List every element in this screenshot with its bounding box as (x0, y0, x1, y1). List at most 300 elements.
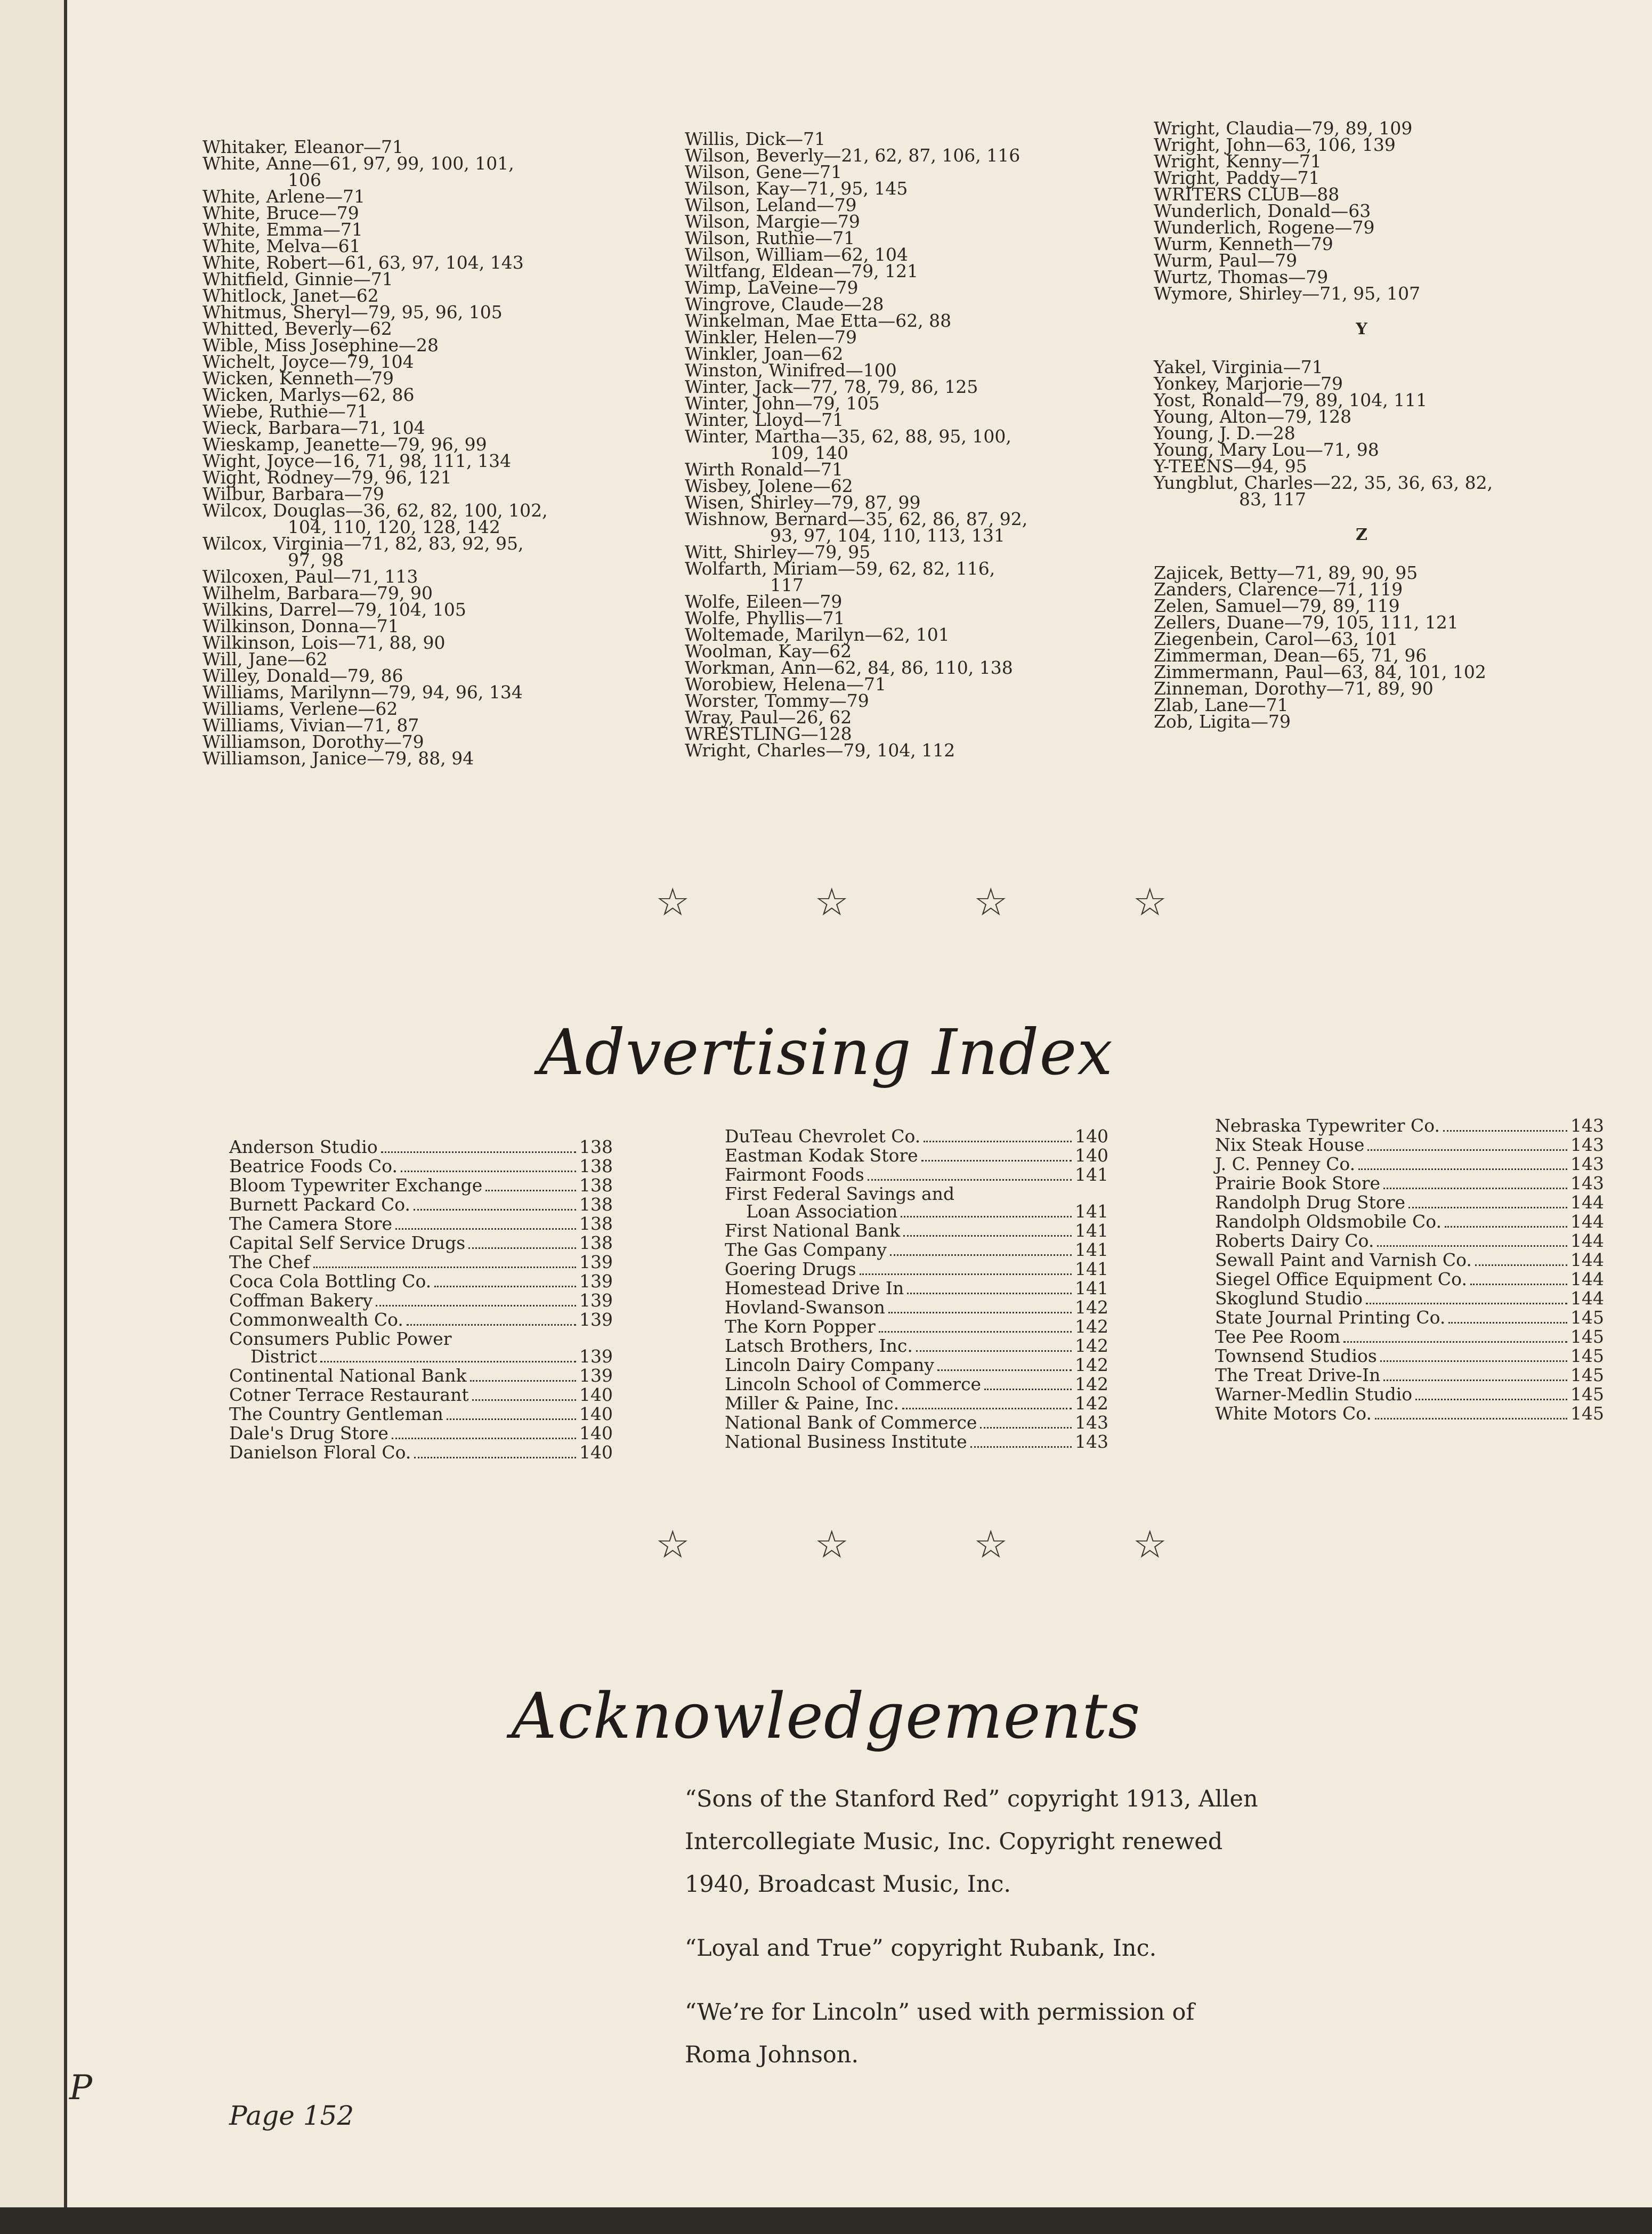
leader-dots (395, 1228, 576, 1230)
leader-dots (980, 1427, 1072, 1429)
index-entry: Wilson, Ruthie—71 (685, 228, 855, 248)
leader-dots (1383, 1188, 1567, 1189)
acknowledgements-text (621, 1778, 1260, 2098)
index-entry: Wicken, Kenneth—79 (203, 368, 394, 389)
index-entry: Zob, Ligita—79 (1154, 711, 1291, 732)
advertiser-name: The Korn Popper (725, 1316, 876, 1337)
index-entry: Wible, Miss Josephine—28 (203, 335, 439, 356)
advertiser-page: 138 (579, 1156, 613, 1176)
star-icon: ☆ (655, 1522, 690, 1567)
advertiser-name: Dale's Drug Store (229, 1423, 388, 1443)
index-entry: Yungblut, Charles—22, 35, 36, 63, 82, (1154, 472, 1493, 493)
index-entry: Wilcoxen, Paul—71, 113 (203, 566, 418, 587)
leader-dots (381, 1151, 576, 1153)
advertiser-page: 141 (1075, 1278, 1108, 1299)
index-entry: Zimmermann, Paul—63, 84, 101, 102 (1154, 662, 1486, 682)
ads-column-3 (1215, 1117, 1604, 1424)
advertiser-name: Homestead Drive In (725, 1278, 904, 1299)
leader-dots (392, 1438, 576, 1439)
index-entry: WRITERS CLUB—88 (1154, 184, 1340, 205)
index-entry: Wirth Ronald—71 (685, 459, 843, 480)
index-entry: Winter, Lloyd—71 (685, 409, 844, 430)
index-entry: WRESTLING—128 (685, 723, 852, 744)
advertiser-page: 143 (1075, 1412, 1108, 1433)
advertiser-entry (229, 1215, 613, 1234)
index-entry: Wilkinson, Lois—71, 88, 90 (203, 632, 446, 653)
leader-dots (879, 1331, 1072, 1333)
index-entry: Wieskamp, Jeanette—79, 96, 99 (203, 434, 487, 455)
advertiser-name: Lincoln Dairy Company (725, 1354, 935, 1375)
leader-dots (472, 1399, 576, 1401)
ack-paragraph (621, 1927, 1260, 1970)
leader-dots (1366, 1303, 1567, 1304)
index-entry: Winkler, Helen—79 (685, 327, 857, 348)
ads-column-1 (229, 1138, 613, 1463)
index-section-y (1154, 357, 1569, 510)
advertiser-page: 140 (579, 1404, 613, 1424)
advertiser-page: 139 (579, 1271, 613, 1292)
leader-dots (921, 1160, 1072, 1162)
index-entry: Wingrove, Claude—28 (685, 294, 884, 314)
advertiser-page: 143 (1570, 1134, 1604, 1155)
advertiser-entry (229, 1176, 613, 1196)
index-entry: Wiebe, Ruthie—71 (203, 401, 368, 422)
index-entry: White, Anne—61, 97, 99, 100, 101, (203, 153, 514, 174)
leader-dots (1377, 1245, 1567, 1247)
advertiser-entry (725, 1356, 1108, 1375)
leader-dots (401, 1171, 576, 1172)
star-icon: ☆ (814, 880, 849, 924)
leader-dots (1380, 1360, 1567, 1362)
advertiser-entry (1215, 1232, 1604, 1251)
binding-edge (0, 0, 67, 2234)
index-entry: White, Bruce—79 (203, 203, 359, 223)
leader-dots (924, 1141, 1072, 1142)
advertiser-page: 145 (1570, 1345, 1604, 1366)
index-entry: Wiltfang, Eldean—79, 121 (685, 261, 919, 281)
advertiser-entry (725, 1299, 1108, 1318)
advertiser-name: Skoglund Studio (1215, 1288, 1363, 1309)
advertiser-name: Prairie Book Store (1215, 1173, 1381, 1193)
advertiser-name: Fairmont Foods (725, 1164, 864, 1185)
star-divider-bottom (655, 1522, 1167, 1567)
index-entry: White, Arlene—71 (203, 186, 365, 207)
advertiser-name: First Federal Savings and (725, 1183, 955, 1204)
leader-dots (1408, 1207, 1567, 1208)
advertiser-entry (229, 1196, 613, 1215)
advertiser-page: 143 (1075, 1431, 1108, 1452)
advertiser-page: 138 (579, 1213, 613, 1234)
advertiser-page: 142 (1075, 1316, 1108, 1337)
star-icon: ☆ (814, 1522, 849, 1567)
advertiser-page: 140 (1075, 1126, 1108, 1147)
index-entry: Zajicek, Betty—71, 89, 90, 95 (1154, 562, 1418, 583)
advertiser-page: 143 (1570, 1115, 1604, 1136)
leader-dots (313, 1267, 576, 1268)
index-entry: Wight, Joyce—16, 71, 98, 111, 134 (203, 450, 512, 471)
advertiser-entry (229, 1405, 613, 1424)
index-column-3 (1154, 120, 1569, 730)
advertiser-entry (1215, 1347, 1604, 1366)
index-entry: Worster, Tommy—79 (685, 690, 869, 711)
advertiser-name: J. C. Penney Co. (1215, 1154, 1356, 1174)
leader-dots (1470, 1284, 1567, 1285)
leader-dots (376, 1305, 576, 1306)
index-entry: Willis, Dick—71 (685, 128, 825, 149)
advertiser-name: The Chef (229, 1252, 310, 1272)
advertiser-entry (1215, 1136, 1604, 1155)
index-entry: Yonkey, Marjorie—79 (1154, 373, 1343, 394)
advertiser-name: State Journal Printing Co. (1215, 1307, 1446, 1328)
index-entry: Wilson, William—62, 104 (685, 244, 908, 265)
ack-paragraph (621, 1991, 1260, 2076)
index-entry: Wilhelm, Barbara—79, 90 (203, 583, 433, 603)
leader-dots (890, 1254, 1072, 1256)
advertiser-page: 141 (1075, 1164, 1108, 1185)
index-section-w (1154, 120, 1569, 302)
advertiser-entry (1215, 1309, 1604, 1328)
advertiser-name: Warner-Medlin Studio (1215, 1384, 1413, 1405)
leader-dots (1367, 1149, 1567, 1151)
advertiser-name: Randolph Drug Store (1215, 1192, 1406, 1213)
ack-text: “Loyal and True” copyright Rubank, Inc. (685, 1935, 1157, 1962)
star-icon: ☆ (973, 880, 1008, 924)
advertiser-entry (725, 1279, 1108, 1299)
index-entry: Wurm, Paul—79 (1154, 250, 1298, 271)
ack-paragraph (621, 1778, 1260, 1906)
acknowledgements-title: Acknowledgements (511, 1679, 1141, 1753)
bleed-through-mark: P (69, 2068, 93, 2108)
advertiser-page: 139 (579, 1290, 613, 1311)
advertiser-name: The Treat Drive-In (1215, 1365, 1381, 1385)
advertiser-name: The Country Gentleman (229, 1404, 443, 1424)
star-icon: ☆ (655, 880, 690, 924)
index-section-z (1154, 564, 1569, 730)
index-entry-continuation: 109, 140 (770, 442, 848, 463)
advertiser-name: Nix Steak House (1215, 1134, 1365, 1155)
index-entry: Whitlock, Janet—62 (203, 285, 379, 306)
advertiser-name: Lincoln School of Commerce (725, 1374, 982, 1394)
advertiser-page: 142 (1075, 1297, 1108, 1318)
advertiser-page: 145 (1570, 1326, 1604, 1347)
leader-dots (937, 1369, 1072, 1371)
advertiser-page: 141 (1075, 1259, 1108, 1279)
advertiser-name: The Camera Store (229, 1213, 393, 1234)
index-column-1 (203, 136, 548, 769)
advertiser-entry (725, 1147, 1108, 1166)
index-entry: Williams, Marilynn—79, 94, 96, 134 (203, 682, 523, 703)
index-entry-continuation: 106 (288, 170, 321, 190)
leader-dots (860, 1273, 1072, 1275)
index-entry: Winter, Martha—35, 62, 88, 95, 100, (685, 426, 1011, 447)
index-entry: Wunderlich, Rogene—79 (1154, 217, 1375, 238)
leader-dots (901, 1216, 1072, 1217)
index-entry: Wright, John—63, 106, 139 (1154, 134, 1396, 155)
index-entry: Zanders, Clarence—71, 119 (1154, 579, 1403, 600)
index-entry: Wilcox, Douglas—36, 62, 82, 100, 102, (203, 500, 548, 521)
advertiser-name: Burnett Packard Co. (229, 1194, 411, 1215)
advertiser-entry (725, 1414, 1108, 1433)
index-entry: Zinneman, Dorothy—71, 89, 90 (1154, 678, 1434, 699)
leader-dots (1415, 1399, 1567, 1400)
index-entry: Woolman, Kay—62 (685, 641, 852, 662)
leader-dots (320, 1361, 576, 1362)
star-icon: ☆ (1132, 1522, 1167, 1567)
advertiser-entry (229, 1234, 613, 1253)
leader-dots (470, 1380, 576, 1382)
index-entry: Wilson, Gene—71 (685, 162, 843, 182)
leader-dots (407, 1324, 576, 1326)
advertiser-page: 139 (579, 1309, 613, 1330)
index-entry: Wieck, Barbara—71, 104 (203, 417, 425, 438)
index-entry: Winter, John—79, 105 (685, 393, 880, 414)
advertiser-name: Townsend Studios (1215, 1345, 1377, 1366)
advertiser-page: 138 (579, 1136, 613, 1157)
advertiser-name: Randolph Oldsmobile Co. (1215, 1211, 1442, 1232)
ack-text: “We’re for Lincoln” used with permission of Roma Johnson. (685, 1999, 1195, 2068)
leader-dots (1343, 1341, 1567, 1343)
ack-text: “Sons of the Stanford Red” copyright 1913, Allen Intercollegiate Music, Inc. Copyright renewed 1940, Broadcast Music, Inc. (685, 1786, 1258, 1898)
advertiser-entry (725, 1337, 1108, 1356)
advertiser-name: Sewall Paint and Varnish Co. (1215, 1249, 1472, 1270)
index-entry: Williamson, Janice—79, 88, 94 (203, 748, 474, 769)
advertiser-page: 142 (1075, 1374, 1108, 1394)
advertiser-name: Nebraska Typewriter Co. (1215, 1115, 1440, 1136)
advertiser-entry (725, 1127, 1108, 1147)
advertiser-page: 138 (579, 1232, 613, 1253)
advertiser-name: DuTeau Chevrolet Co. (725, 1126, 921, 1147)
advertiser-entry (1215, 1405, 1604, 1424)
index-entry: Wilkins, Darrel—79, 104, 105 (203, 599, 466, 620)
advertiser-name: Siegel Office Equipment Co. (1215, 1269, 1467, 1289)
leader-dots (1383, 1380, 1567, 1381)
advertiser-name-continued: District (250, 1346, 318, 1367)
advertiser-entry (1215, 1117, 1604, 1136)
leader-dots (916, 1350, 1072, 1352)
advertiser-entry (725, 1394, 1108, 1414)
leader-dots (1443, 1130, 1567, 1132)
advertiser-name: Anderson Studio (229, 1136, 378, 1157)
advertiser-name: Latsch Brothers, Inc. (725, 1335, 913, 1356)
index-entry: Williamson, Dorothy—79 (203, 731, 424, 752)
advertiser-entry (229, 1272, 613, 1292)
advertiser-entry (229, 1292, 613, 1311)
index-entry: Workman, Ann—62, 84, 86, 110, 138 (685, 657, 1013, 678)
leader-dots (902, 1408, 1072, 1409)
index-entry: Wilcox, Virginia—71, 82, 83, 92, 95, (203, 533, 524, 554)
leader-dots (970, 1446, 1072, 1448)
leader-dots (447, 1418, 576, 1420)
advertiser-page: 144 (1570, 1269, 1604, 1289)
advertiser-entry (1215, 1213, 1604, 1232)
index-entry: Whitaker, Eleanor—71 (203, 136, 404, 157)
leader-dots (1358, 1168, 1567, 1170)
index-entry: White, Melva—61 (203, 236, 361, 256)
advertiser-page: 144 (1570, 1192, 1604, 1213)
advertiser-name: Miller & Paine, Inc. (725, 1393, 900, 1414)
index-entry-continuation: 83, 117 (1239, 489, 1306, 510)
leader-dots (485, 1190, 576, 1191)
advertiser-entry (725, 1241, 1108, 1260)
advertiser-page: 140 (579, 1384, 613, 1405)
index-entry: Wilbur, Barbara—79 (203, 483, 384, 504)
index-entry: Will, Jane—62 (203, 649, 328, 670)
index-entry: Wicken, Marlys—62, 86 (203, 384, 415, 405)
advertiser-page: 141 (1075, 1201, 1108, 1222)
index-entry: Wurm, Kenneth—79 (1154, 233, 1333, 254)
advertiser-name: Capital Self Service Drugs (229, 1232, 466, 1253)
advertiser-name: The Gas Company (725, 1239, 887, 1260)
index-entry: Wichelt, Joyce—79, 104 (203, 351, 414, 372)
index-column-2 (685, 128, 1028, 761)
advertiser-entry (1215, 1270, 1604, 1289)
advertiser-page: 144 (1570, 1249, 1604, 1270)
index-entry: Wishnow, Bernard—35, 62, 86, 87, 92, (685, 509, 1028, 529)
index-entry: Williams, Vivian—71, 87 (203, 715, 419, 736)
advertiser-entry (229, 1253, 613, 1272)
advertiser-name-continued: Loan Association (746, 1201, 898, 1222)
index-entry: Ziegenbein, Carol—63, 101 (1154, 628, 1398, 649)
advertiser-entry (229, 1443, 613, 1463)
leader-dots (888, 1312, 1072, 1313)
advertiser-page: 145 (1570, 1384, 1604, 1405)
advertiser-name: Beatrice Foods Co. (229, 1156, 398, 1176)
index-entry: Wilkinson, Donna—71 (203, 616, 399, 636)
advertiser-entry (725, 1433, 1108, 1452)
advertiser-entry (229, 1424, 613, 1443)
advertiser-page: 144 (1570, 1230, 1604, 1251)
page-bottom-edge (0, 2207, 1652, 2234)
advertiser-entry (1215, 1385, 1604, 1405)
advertiser-page: 141 (1075, 1220, 1108, 1241)
advertiser-page: 138 (579, 1194, 613, 1215)
index-entry: Wright, Kenny—71 (1154, 151, 1322, 172)
index-entry: Worobiew, Helena—71 (685, 674, 887, 695)
index-entry: Williams, Verlene—62 (203, 698, 398, 719)
index-entry-continuation: 93, 97, 104, 110, 113, 131 (770, 525, 1005, 546)
index-entry: Wymore, Shirley—71, 95, 107 (1154, 283, 1421, 304)
advertiser-name: First National Bank (725, 1220, 901, 1241)
advertiser-name: Coffman Bakery (229, 1290, 373, 1311)
leader-dots (1445, 1226, 1567, 1228)
index-entry: Wimp, LaVeine—79 (685, 277, 859, 298)
advertiser-name: Goering Drugs (725, 1259, 856, 1279)
index-entry: Wolfe, Eileen—79 (685, 591, 843, 612)
advertiser-entry (229, 1138, 613, 1157)
index-entry: Zlab, Lane—71 (1154, 695, 1289, 715)
star-divider-top (655, 880, 1167, 924)
index-entry: Witt, Shirley—79, 95 (685, 542, 871, 562)
index-entry: Woltemade, Marilyn—62, 101 (685, 624, 950, 645)
leader-dots (907, 1293, 1072, 1294)
ads-column-2 (725, 1127, 1108, 1452)
index-entry: Wight, Rodney—79, 96, 121 (203, 467, 452, 488)
leader-dots (1448, 1322, 1567, 1324)
index-entry: Yost, Ronald—79, 89, 104, 111 (1154, 390, 1428, 410)
advertiser-page: 138 (579, 1175, 613, 1196)
advertiser-page: 143 (1570, 1173, 1604, 1193)
advertiser-page: 141 (1075, 1239, 1108, 1260)
advertiser-page: 140 (579, 1423, 613, 1443)
advertiser-page: 145 (1570, 1307, 1604, 1328)
index-entry: Wolfe, Phyllis—71 (685, 608, 845, 628)
advertiser-name: Bloom Typewriter Exchange (229, 1175, 483, 1196)
index-entry: Wray, Paul—26, 62 (685, 707, 852, 728)
advertiser-name: National Bank of Commerce (725, 1412, 977, 1433)
advertiser-name: Hovland-Swanson (725, 1297, 885, 1318)
advertiser-name: Cotner Terrace Restaurant (229, 1384, 469, 1405)
index-entry: Zimmerman, Dean—65, 71, 96 (1154, 645, 1427, 666)
advertiser-entry (229, 1386, 613, 1405)
advertiser-page: 145 (1570, 1403, 1604, 1424)
index-entry: Zelen, Samuel—79, 89, 119 (1154, 595, 1400, 616)
advertiser-name: Coca Cola Bottling Co. (229, 1271, 432, 1292)
advertiser-name: White Motors Co. (1215, 1403, 1372, 1424)
index-entry: Wolfarth, Miriam—59, 62, 82, 116, (685, 558, 995, 579)
advertiser-entry (725, 1185, 1108, 1222)
star-icon: ☆ (973, 1522, 1008, 1567)
advertiser-entry (1215, 1289, 1604, 1309)
advertiser-page: 145 (1570, 1365, 1604, 1385)
advertiser-entry (725, 1318, 1108, 1337)
index-entry: Young, J. D.—28 (1154, 423, 1295, 443)
advertiser-page: 142 (1075, 1335, 1108, 1356)
leader-dots (434, 1286, 576, 1287)
advertiser-entry (1215, 1155, 1604, 1174)
section-letter-z: Z (1356, 526, 1367, 544)
advertiser-name: Consumers Public Power (229, 1328, 452, 1349)
advertiser-entry (229, 1330, 613, 1367)
advertiser-page: 139 (579, 1252, 613, 1272)
index-entry: Winkler, Joan—62 (685, 343, 844, 364)
index-entry: Wright, Claudia—79, 89, 109 (1154, 118, 1413, 139)
advertiser-page: 144 (1570, 1288, 1604, 1309)
advertiser-entry (1215, 1193, 1604, 1213)
index-entry: Wright, Charles—79, 104, 112 (685, 740, 955, 761)
leader-dots (868, 1179, 1072, 1181)
leader-dots (984, 1389, 1072, 1390)
advertiser-page: 142 (1075, 1393, 1108, 1414)
advertiser-entry (725, 1375, 1108, 1394)
advertiser-page: 140 (579, 1442, 613, 1463)
advertiser-entry (1215, 1251, 1604, 1270)
index-entry-continuation: 104, 110, 120, 128, 142 (288, 517, 500, 537)
advertiser-page: 143 (1570, 1154, 1604, 1174)
index-entry: Young, Alton—79, 128 (1154, 406, 1352, 427)
advertiser-page: 139 (579, 1365, 613, 1386)
leader-dots (414, 1457, 576, 1458)
advertiser-name: National Business Institute (725, 1431, 967, 1452)
advertiser-name: Danielson Floral Co. (229, 1442, 411, 1463)
advertiser-entry (229, 1311, 613, 1330)
leader-dots (903, 1235, 1072, 1237)
index-entry: White, Robert—61, 63, 97, 104, 143 (203, 252, 524, 273)
advertiser-entry (1215, 1174, 1604, 1193)
star-icon: ☆ (1132, 880, 1167, 924)
index-entry: Wright, Paddy—71 (1154, 167, 1320, 188)
advertiser-name: Commonwealth Co. (229, 1309, 403, 1330)
leader-dots (1475, 1264, 1567, 1266)
advertiser-entry (725, 1222, 1108, 1241)
section-letter-y: Y (1356, 320, 1367, 338)
index-entry: Yakel, Virginia—71 (1154, 357, 1323, 377)
index-entry: Wunderlich, Donald—63 (1154, 200, 1371, 221)
advertiser-entry (1215, 1366, 1604, 1385)
index-entry: Winter, Jack—77, 78, 79, 86, 125 (685, 376, 978, 397)
index-entry: Y-TEENS—94, 95 (1154, 456, 1307, 477)
leader-dots (414, 1209, 576, 1211)
index-entry: Winkelman, Mae Etta—62, 88 (685, 310, 952, 331)
